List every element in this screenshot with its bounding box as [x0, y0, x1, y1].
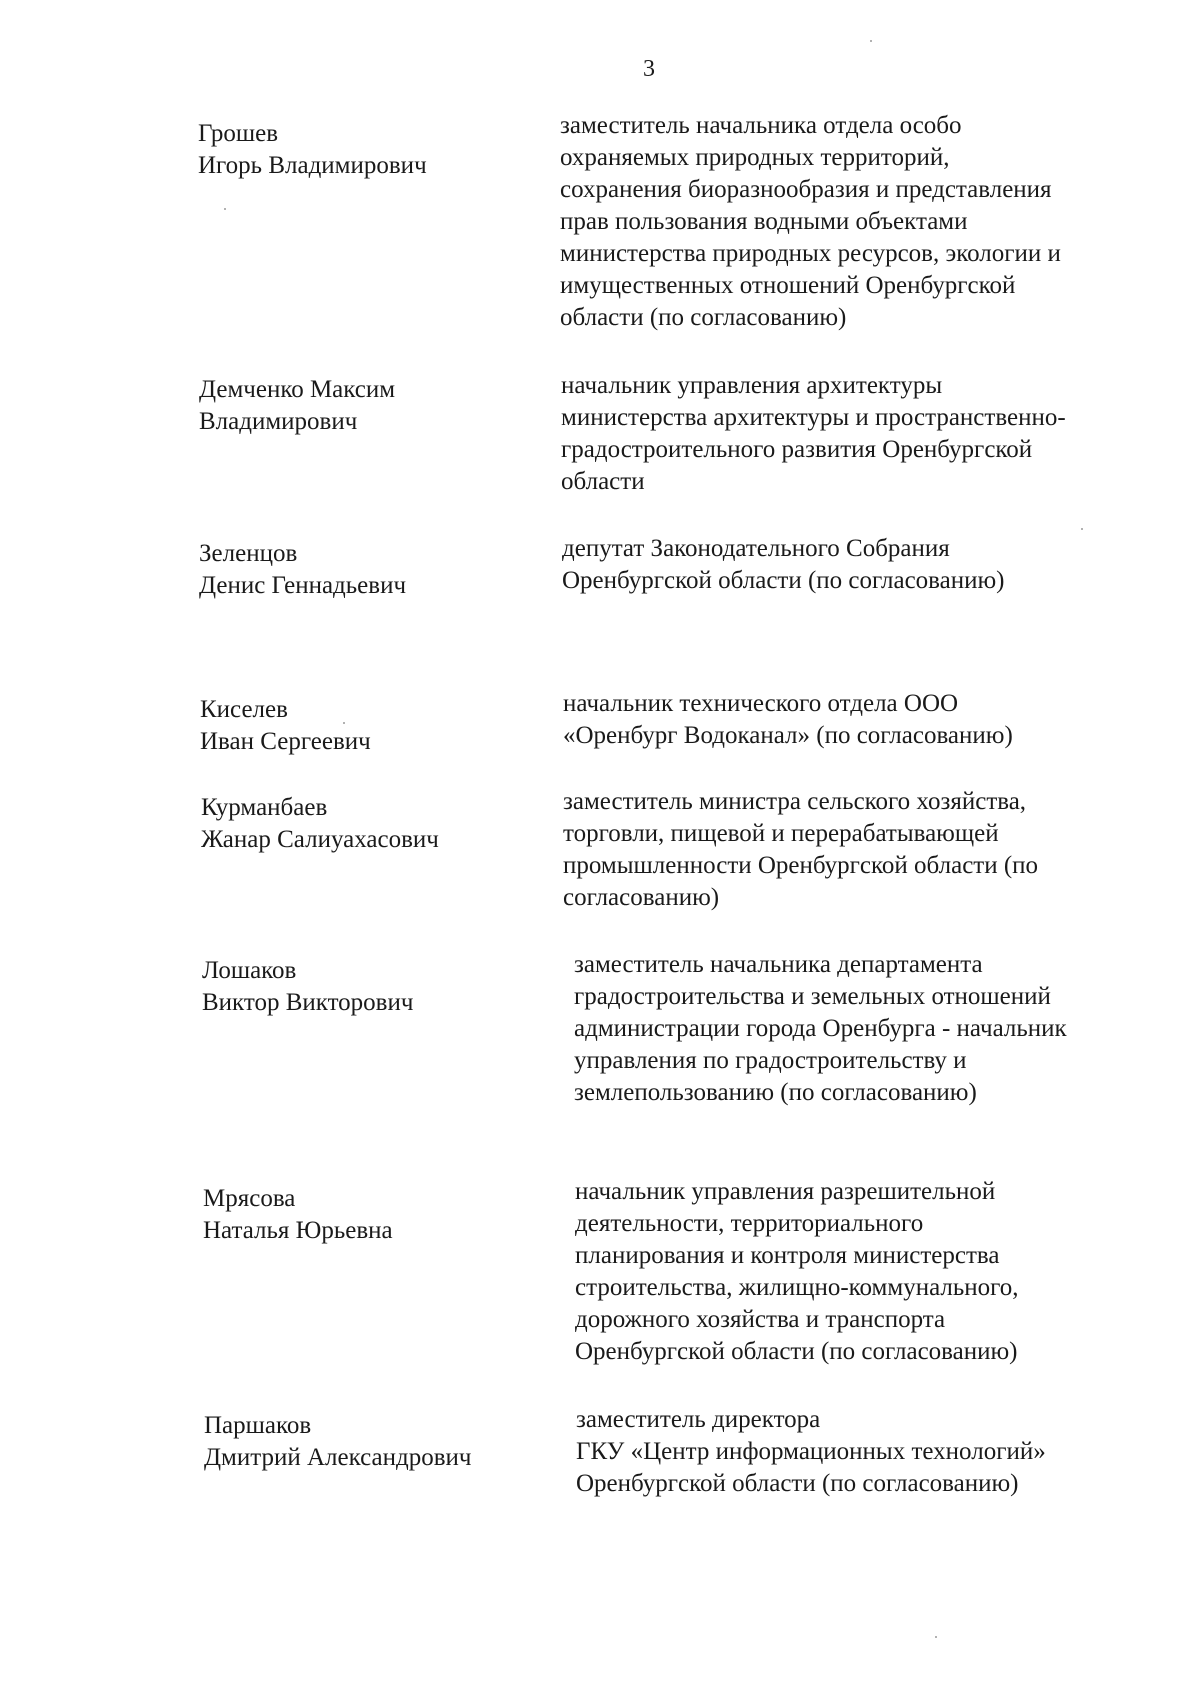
position-line: «Оренбург Водоканал» (по согласованию) [563, 722, 1013, 749]
member-surname: Грошев [198, 120, 279, 147]
scan-speck [935, 1636, 937, 1638]
member-position [574, 949, 1174, 1109]
position-line: Оренбургской области (по согласованию) [562, 567, 1005, 594]
scan-speck [343, 722, 345, 724]
member-name [202, 955, 532, 1019]
scan-speck [1081, 528, 1083, 530]
member-position [561, 370, 1161, 498]
position-line: градостроительного развития Оренбургской [561, 436, 1033, 463]
member-name [198, 118, 528, 182]
scan-speck [224, 208, 226, 210]
position-line: деятельности, территориального [575, 1210, 924, 1237]
member-surname: Демченко Максим [199, 376, 396, 403]
position-line: планирования и контроля министерства [575, 1242, 1000, 1269]
member-given-names: Жанар Салиуахасович [201, 826, 439, 853]
position-line: министерства природных ресурсов, экологии и [560, 240, 1061, 267]
position-line: Оренбургской области (по согласованию) [575, 1338, 1018, 1365]
position-line: министерства архитектуры и пространственно- [561, 404, 1066, 431]
member-given-names: Виктор Викторович [202, 989, 414, 1016]
page-number: 3 [643, 56, 655, 82]
member-position [562, 533, 1162, 597]
member-position [576, 1404, 1176, 1500]
member-name [200, 694, 530, 758]
member-name [203, 1183, 533, 1247]
position-line: начальник технического отдела ООО [563, 690, 959, 717]
position-line: градостроительства и земельных отношений [574, 983, 1051, 1010]
position-line: управления по градостроительству и [574, 1047, 967, 1074]
member-surname: Мрясова [203, 1185, 296, 1212]
position-line: землепользованию (по согласованию) [574, 1079, 977, 1106]
member-surname: Зеленцов [199, 540, 298, 567]
member-given-names: Иван Сергеевич [200, 728, 371, 755]
position-line: прав пользования водными объектами [560, 208, 968, 235]
position-line: депутат Законодательного Собрания [562, 535, 950, 562]
position-line: заместитель директора [576, 1406, 821, 1433]
member-name [204, 1410, 534, 1474]
member-given-names: Денис Геннадьевич [199, 572, 407, 599]
position-line: Оренбургской области (по согласованию) [576, 1470, 1019, 1497]
member-name [199, 538, 529, 602]
position-line: администрации города Оренбурга - начальник [574, 1015, 1067, 1042]
member-surname: Паршаков [204, 1412, 312, 1439]
position-line: заместитель начальника отдела особо [560, 112, 962, 139]
member-given-names: Дмитрий Александрович [204, 1444, 472, 1471]
position-line: заместитель министра сельского хозяйства, [563, 788, 1027, 815]
position-line: согласованию) [563, 884, 720, 911]
member-position [563, 688, 1163, 752]
position-line: области (по согласованию) [560, 304, 847, 331]
member-position [563, 786, 1163, 914]
position-line: начальник управления архитектуры [561, 372, 943, 399]
position-line: начальник управления разрешительной [575, 1178, 996, 1205]
member-surname: Лошаков [202, 957, 297, 984]
member-name [199, 374, 529, 438]
position-line: строительства, жилищно-коммунального, [575, 1274, 1019, 1301]
member-given-names: Игорь Владимирович [198, 152, 427, 179]
member-position [560, 110, 1160, 334]
position-line: имущественных отношений Оренбургской [560, 272, 1016, 299]
member-name [201, 792, 531, 856]
position-line: охраняемых природных территорий, [560, 144, 950, 171]
member-surname: Киселев [200, 696, 288, 723]
position-line: области [561, 468, 645, 495]
position-line: торговли, пищевой и перерабатывающей [563, 820, 999, 847]
position-line: сохранения биоразнообразия и представления [560, 176, 1052, 203]
position-line: промышленности Оренбургской области (по [563, 852, 1039, 879]
position-line: дорожного хозяйства и транспорта [575, 1306, 946, 1333]
member-given-names: Владимирович [199, 408, 358, 435]
member-position [575, 1176, 1175, 1368]
position-line: ГКУ «Центр информационных технологий» [576, 1438, 1046, 1465]
member-given-names: Наталья Юрьевна [203, 1217, 393, 1244]
member-surname: Курманбаев [201, 794, 328, 821]
scan-speck [870, 40, 872, 42]
position-line: заместитель начальника департамента [574, 951, 983, 978]
